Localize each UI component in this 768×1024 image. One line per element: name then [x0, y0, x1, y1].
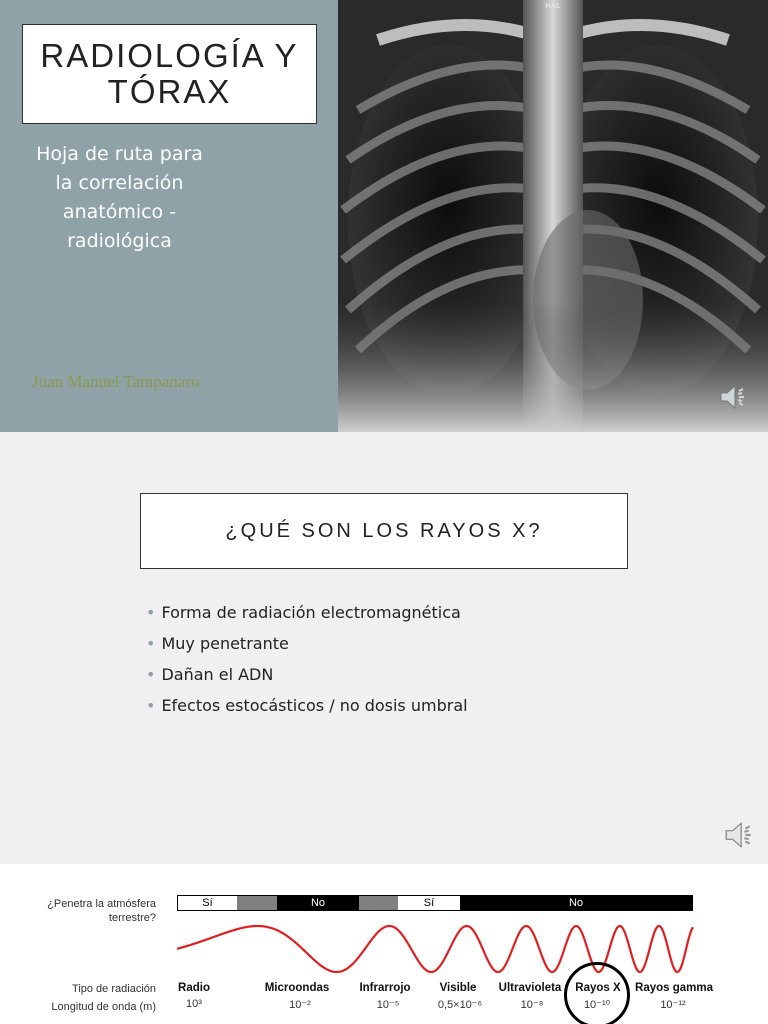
- atmosphere-label: ¿Penetra la atmósfera terrestre?: [47, 898, 156, 924]
- type-label: Tipo de radiación: [72, 983, 156, 995]
- chest-xray-image: [338, 0, 768, 432]
- segment-partial: [359, 896, 398, 910]
- bullet-item: • Forma de radiación electromagnética: [146, 603, 461, 622]
- wavelength-xray: 10⁻¹⁰: [583, 999, 611, 1011]
- wavelength-radio: 10³: [186, 998, 202, 1010]
- type-radio: Radio: [178, 982, 210, 994]
- bullet-item: • Muy penetrante: [146, 634, 289, 653]
- image-tag: HAL: [545, 2, 561, 10]
- atmosphere-bar: [177, 895, 693, 911]
- wavelength-microwave: 10⁻²: [289, 999, 311, 1011]
- segment-yes: Sí: [178, 896, 237, 910]
- bullet-list: [146, 602, 468, 726]
- speaker-icon[interactable]: [723, 819, 755, 855]
- bullet-item: • Efectos estocásticos / no dosis umbral: [146, 696, 468, 715]
- type-gamma: Rayos gamma: [635, 982, 713, 994]
- title-box: [22, 24, 317, 124]
- slide-subtitle: Hoja de ruta para la correlación anatómico - radiológica: [36, 143, 203, 252]
- type-visible: Visible: [439, 982, 477, 994]
- author-name: Juan Manuel Tampanaro: [32, 372, 200, 391]
- wavelength-visible: 0,5×10⁻⁶: [437, 999, 483, 1011]
- wavelength-ultraviolet: 10⁻⁸: [520, 999, 544, 1011]
- type-infrared: Infrarrojo: [359, 982, 411, 994]
- slide-title: ¿QUÉ SON LOS RAYOS X?: [225, 519, 543, 542]
- slide-title: RADIOLOGÍA Y TÓRAX: [40, 37, 299, 110]
- segment-no: No: [277, 896, 359, 910]
- title-box: [140, 493, 628, 569]
- wavelength-infrared: 10⁻⁵: [376, 999, 400, 1011]
- wavelength-label: Longitud de onda (m): [51, 1001, 156, 1013]
- title-slide: [0, 0, 768, 432]
- xray-definition-slide: [0, 432, 768, 864]
- wavelength-gamma: 10⁻¹²: [660, 999, 686, 1011]
- bullet-item: • Dañan el ADN: [146, 665, 274, 684]
- type-microwave: Microondas: [264, 982, 330, 994]
- segment-partial: [237, 896, 277, 910]
- type-xray: Rayos X: [575, 982, 621, 994]
- type-ultraviolet: Ultravioleta: [498, 982, 562, 994]
- segment-no: No: [460, 896, 692, 910]
- speaker-icon[interactable]: [718, 382, 748, 412]
- highlight-circle: [564, 962, 630, 1024]
- electromagnetic-spectrum-slide: [0, 864, 768, 1024]
- segment-yes: Sí: [398, 896, 460, 910]
